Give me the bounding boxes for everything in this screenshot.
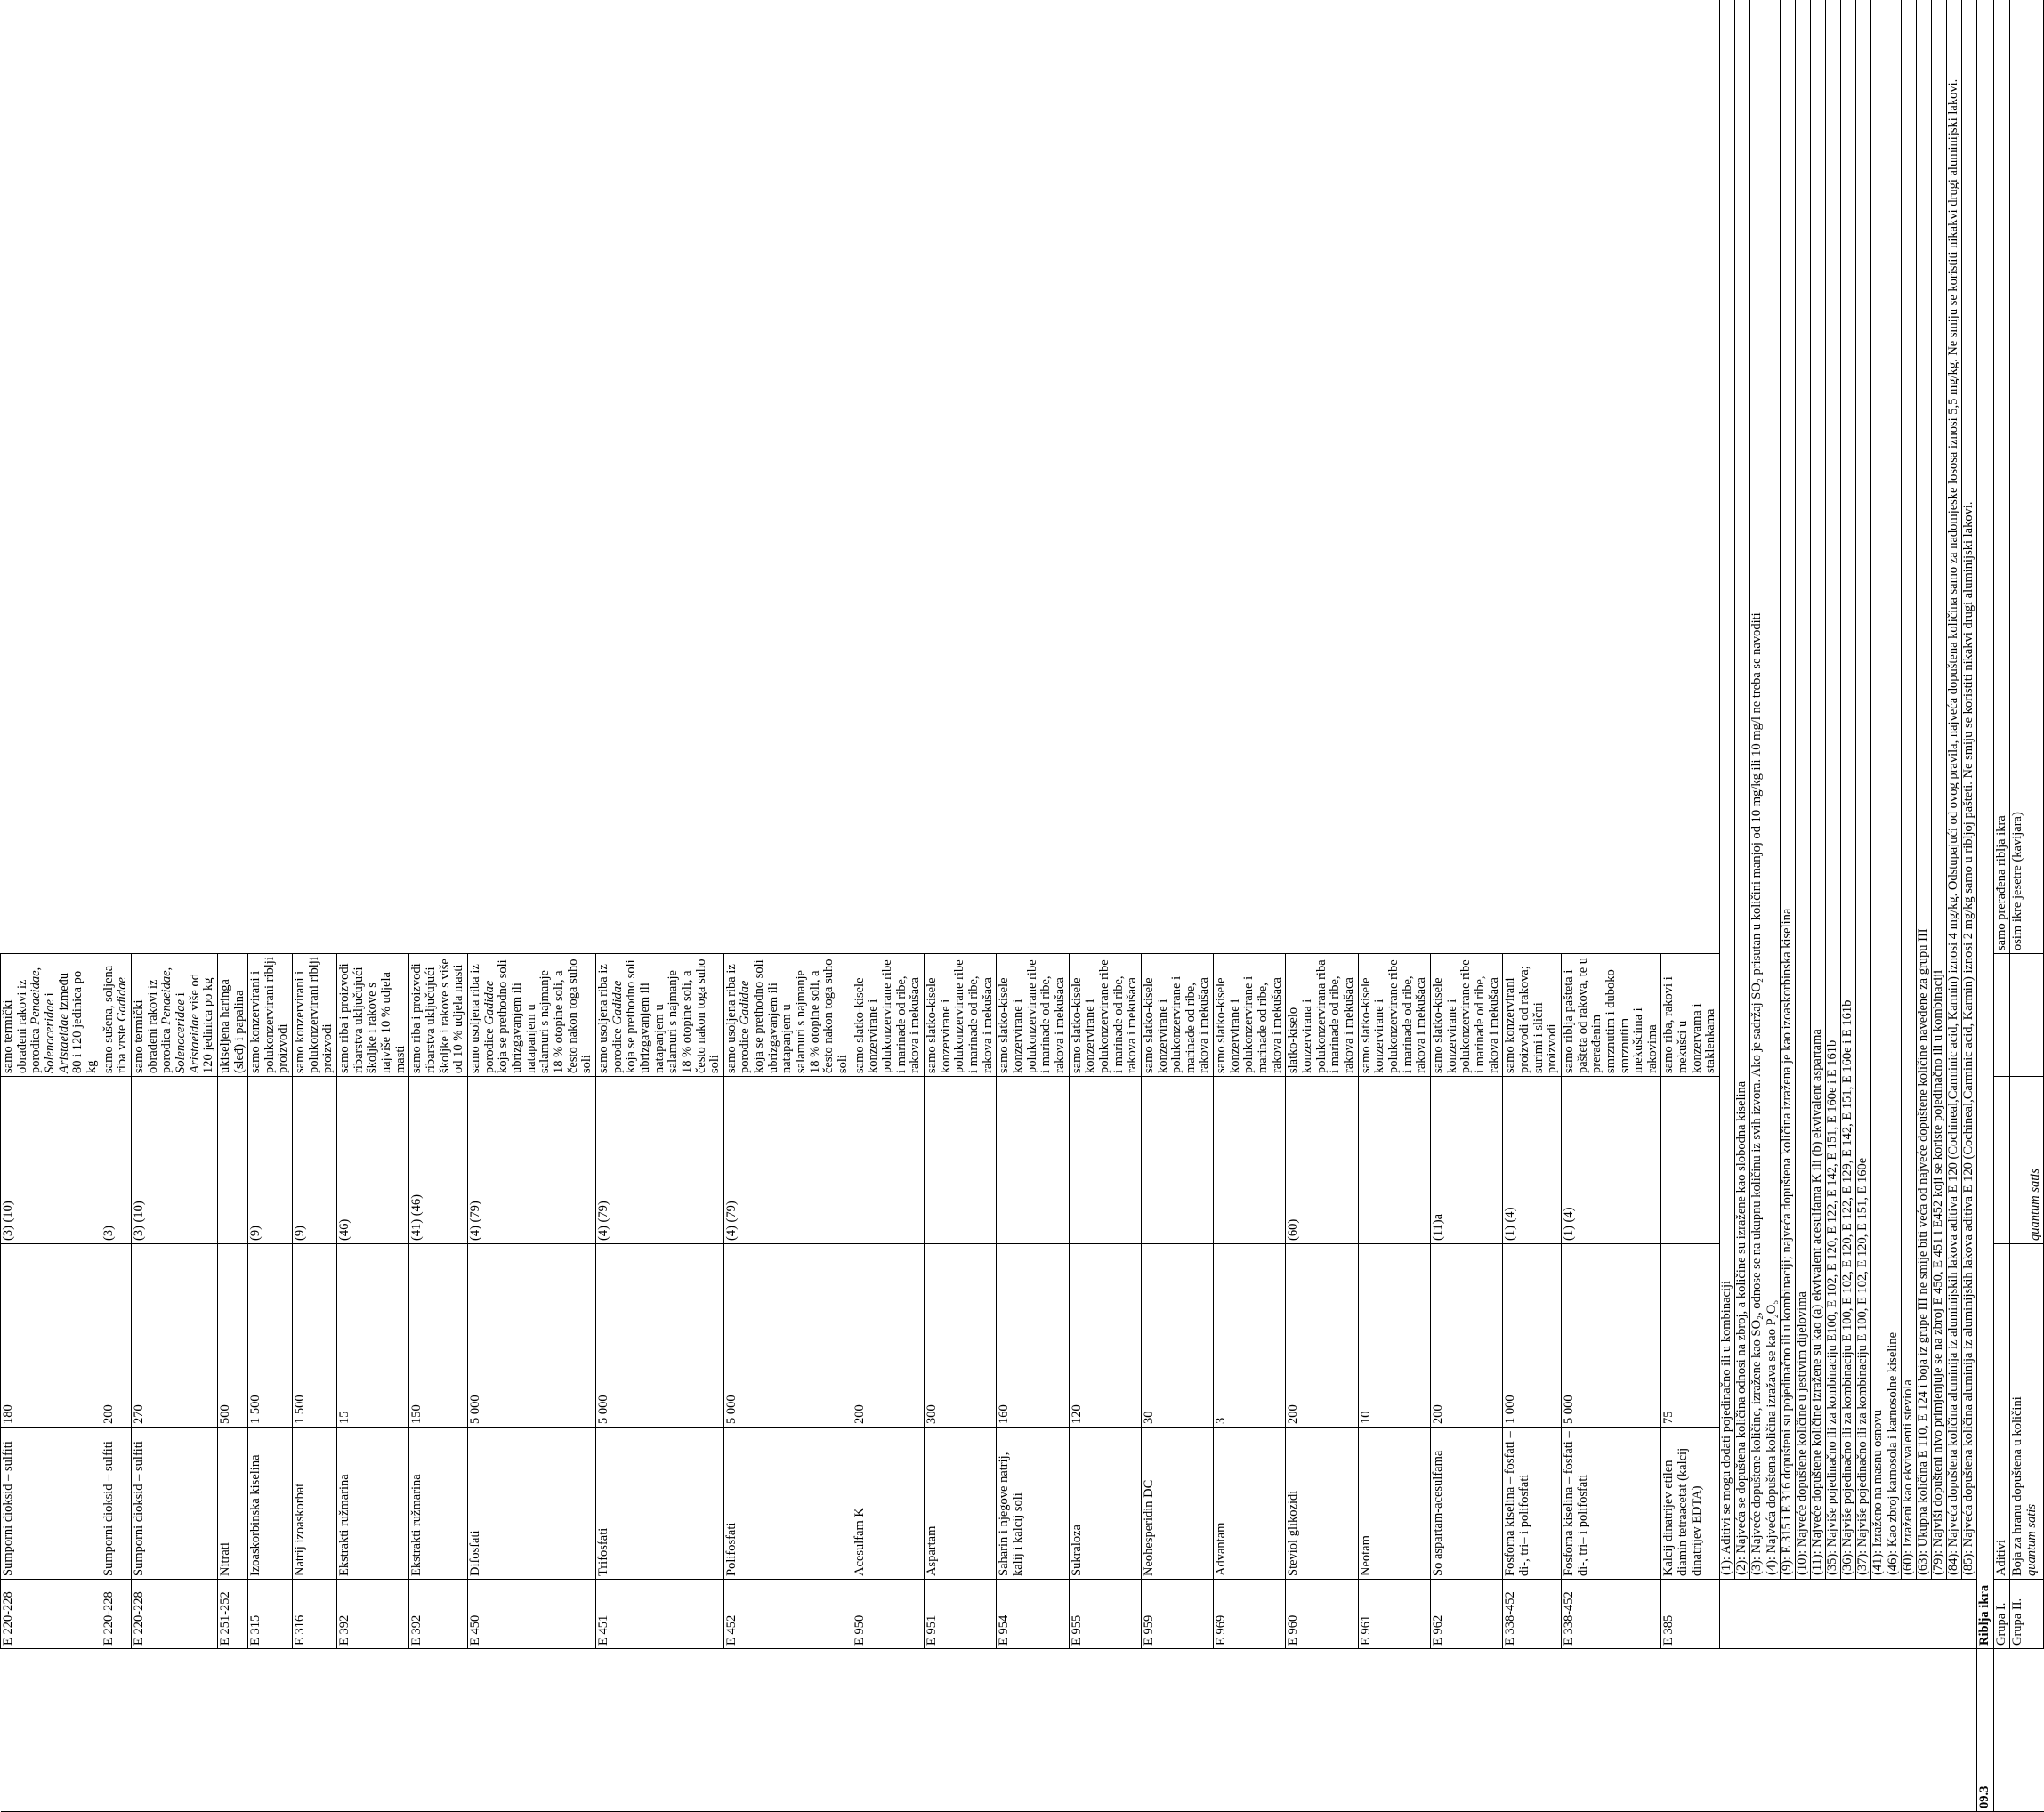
max-amount: 200 bbox=[1286, 1244, 1358, 1428]
section-title: Riblja ikra bbox=[1977, 0, 1994, 1649]
usage-restriction bbox=[217, 954, 247, 1077]
restriction-text: samo konzervirani proizvodi od rakova; surimi i slični proizvodi bbox=[1503, 966, 1560, 1073]
additive-code: E 392 bbox=[409, 1580, 468, 1649]
footnote-row bbox=[1962, 0, 1977, 1812]
footnote-row bbox=[1765, 0, 1781, 1812]
usage-restriction bbox=[1430, 954, 1502, 1077]
section-rows bbox=[1977, 0, 2044, 1812]
additive-row bbox=[1503, 0, 1562, 1812]
usage-restriction bbox=[1661, 954, 1720, 1077]
usage-restriction bbox=[852, 954, 924, 1077]
usage-restriction bbox=[723, 954, 852, 1077]
additive-name: Fosforna kiselina – fosfati – di-, tri– i polifosfati bbox=[1503, 1428, 1562, 1580]
additive-row bbox=[217, 0, 247, 1812]
footnote-row bbox=[1841, 0, 1856, 1812]
footnote-row bbox=[1826, 0, 1841, 1812]
max-amount: 1 500 bbox=[293, 1244, 337, 1428]
additive-name: Aspartam bbox=[925, 1428, 997, 1580]
footnote-refs bbox=[1358, 1077, 1430, 1244]
restriction-text: samo konzervirani i polukonzervirani riblji proizvodi bbox=[248, 957, 291, 1073]
additive-name: Steviol glikozidi bbox=[1286, 1428, 1358, 1580]
footnote: (85): Najveća dopuštena količina aluminija iz aluminijskih lakova aditiva E 120 (Cochineal,Carminic acid, Karmin) iznosi 2 mg/kg samo u ribljoj pašteti. Ne smiju se koristiti nikakvi drugi aluminijski lakovi. bbox=[1962, 0, 1977, 1580]
additive-row bbox=[997, 0, 1069, 1812]
usage-restriction bbox=[1358, 954, 1430, 1077]
usage-restriction bbox=[468, 954, 596, 1077]
additive-code: E 962 bbox=[1430, 1580, 1502, 1649]
restriction-text: samo termički obrađeni rakovi iz porodica bbox=[1, 979, 44, 1073]
footnote-refs: (4) (79) bbox=[595, 1077, 723, 1244]
footnote-row bbox=[1932, 0, 1947, 1812]
footnote-row bbox=[1871, 0, 1886, 1812]
additive-name: Sumporni dioksid – sulfiti bbox=[131, 1428, 217, 1580]
footnote-row bbox=[1917, 0, 1932, 1812]
section-group-row bbox=[1993, 0, 2010, 1812]
footnote: (2): Najveća se dopuštena količina odnosi na zbroj, a količine su izražene kao slobodna kiselina bbox=[1735, 0, 1750, 1580]
max-amount: 300 bbox=[925, 1244, 997, 1428]
footnote: (41): Izraženo na masnu osnovu bbox=[1871, 0, 1886, 1580]
additive-rows bbox=[1, 0, 1720, 1812]
restriction-text: samo slatko-kisele konzervirane i polukonzervirane i marinade od ribe, rakova i mekušaca bbox=[1141, 975, 1212, 1073]
section-group-row bbox=[2010, 0, 2044, 1812]
restriction-text: i bbox=[173, 992, 188, 1000]
footnote: (3): Najveće dopuštene količine, izražene kao SO₂, odnose se na ukupnu količinu iz svih izvora. Ako je sadržaj SO₂ prisutan u količini manjoj od 10 mg/kg ili 10 mg/l ne treba se navoditi bbox=[1750, 0, 1765, 1580]
restriction-italic-text: Gadidae bbox=[738, 980, 753, 1025]
restriction-italic-text: Penaeidae, Solenoceridae bbox=[159, 967, 188, 1073]
additive-name: Ekstrakti ružmarina bbox=[409, 1428, 468, 1580]
restriction-italic-text: Aristaeidae bbox=[56, 1014, 71, 1073]
restriction-text: ukiseljena haringa (sleđ) i papalina bbox=[217, 979, 246, 1073]
usage-restriction bbox=[1214, 954, 1286, 1077]
additive-name: Natrij izoaskorbat bbox=[293, 1428, 337, 1580]
usage-restriction bbox=[248, 954, 293, 1077]
usage-restriction bbox=[409, 954, 468, 1077]
footnote: (79): Najviši dopušteni nivo primjenjuje se na zbroj E 450, E 451 i E452 koji se koriste pojedinačno ili u kombinaciji bbox=[1932, 0, 1947, 1580]
restriction-text: koja se prethodno soli ubrizgavanjem ili natapanjem u salamuri s najmanje 18 % otopine soli, a često nakon toga suho soli bbox=[752, 959, 851, 1073]
restriction-text: samo slatko-kisele konzervirane i polukonzervirane ribe i marinade od ribe, rakova i mekušaca bbox=[852, 959, 923, 1073]
footnote-row bbox=[1720, 0, 1735, 1812]
additive-name: Neotam bbox=[1358, 1428, 1430, 1580]
additive-row bbox=[1430, 0, 1502, 1812]
group-name: Boja za hranu dopuštena u količini bbox=[2010, 1396, 2025, 1576]
restriction-italic-text: Gadidae bbox=[481, 980, 497, 1025]
max-amount: 500 bbox=[217, 1244, 247, 1428]
additive-name: Izoaskorbinska kiselina bbox=[248, 1428, 293, 1580]
additive-code: E 315 bbox=[248, 1580, 293, 1649]
additive-code: E 960 bbox=[1286, 1580, 1358, 1649]
usage-restriction bbox=[1141, 954, 1213, 1077]
footnote-refs: (41) (46) bbox=[409, 1077, 468, 1244]
max-amount: 150 bbox=[409, 1244, 468, 1428]
usage-restriction bbox=[595, 954, 723, 1077]
max-amount: 160 bbox=[997, 1244, 1069, 1428]
max-amount: 30 bbox=[1141, 1244, 1213, 1428]
additive-name: Trifosfati bbox=[595, 1428, 723, 1580]
footnote: (11): Najveće dopuštene količine izražene su kao (a) ekvivalent acesulfama K ili (b) ekvivalent aspartama bbox=[1811, 0, 1826, 1580]
footnote-refs bbox=[925, 1077, 997, 1244]
restriction-text: samo sušena, soljena riba vrste bbox=[101, 965, 130, 1073]
additive-row bbox=[409, 0, 468, 1812]
footnote: (4): Najveća dopuštena količina izražava se kao P₂O₅ bbox=[1765, 0, 1781, 1580]
restriction-italic-text: Gadidae bbox=[115, 977, 130, 1023]
additive-code: E 959 bbox=[1141, 1580, 1213, 1649]
footnote-row bbox=[1886, 0, 1902, 1812]
restriction-text: više od 120 jedinica po kg bbox=[187, 974, 216, 1073]
additive-code: E 385 bbox=[1661, 1580, 1720, 1649]
footnote-row bbox=[1947, 0, 1962, 1812]
additive-row bbox=[248, 0, 293, 1812]
additive-row bbox=[925, 0, 997, 1812]
footnote-refs bbox=[852, 1077, 924, 1244]
additive-row bbox=[131, 0, 217, 1812]
additive-name: Advantam bbox=[1214, 1428, 1286, 1580]
additive-row bbox=[101, 0, 131, 1812]
footnote: (9): E 315 i E 316 dopušteni su pojedinačno ili u kombinaciji; najveća dopuštena količina izražena je kao izoaskorbinska kiselina bbox=[1781, 0, 1796, 1580]
usage-restriction bbox=[1503, 954, 1562, 1077]
footnote-row bbox=[1750, 0, 1765, 1812]
additive-code: E 451 bbox=[595, 1580, 723, 1649]
max-amount: 5 000 bbox=[723, 1244, 852, 1428]
footnote-refs: (3) bbox=[101, 1077, 131, 1244]
usage-restriction bbox=[1, 954, 101, 1077]
additive-row bbox=[723, 0, 852, 1812]
usage-restriction bbox=[337, 954, 409, 1077]
additive-code: E 961 bbox=[1358, 1580, 1430, 1649]
additive-name: Neohesperidin DC bbox=[1141, 1428, 1213, 1580]
footnote: (36): Najviše pojedinačno ili za kombinaciju E 100, E 102, E 120, E 122, E 129, E 142, E 151, E 160e i E 161b bbox=[1841, 0, 1856, 1580]
footnote-row bbox=[1902, 0, 1917, 1812]
additive-code: E 450 bbox=[468, 1580, 596, 1649]
additive-name: Sumporni dioksid – sulfiti bbox=[1, 1428, 101, 1580]
footnote-refs: (9) bbox=[248, 1077, 293, 1244]
usage-restriction bbox=[293, 954, 337, 1077]
footnote: (35): Najviše pojedinačno ili za kombinaciju E100, E 102, E 120, E 122, E 142, E 151, E 160e i E 161b bbox=[1826, 0, 1841, 1580]
footnote: (84): Najveća dopuštena količina aluminija iz aluminijskih lakova aditiva E 120 (Cochineal,Carminic acid, Karmin) iznosi 4 mg/kg. Odstupajući od ovog pravila, najveća dopuštena količina samo za nadomjeske lososa iznosi 5,5 mg/kg. Ne smiju se koristiti nikakvi drugi aluminijski lakovi. bbox=[1947, 0, 1962, 1580]
footnote: (46): Kao zbroj karnosola i karnosolne kiseline bbox=[1886, 0, 1902, 1580]
group-amount bbox=[1993, 1077, 2010, 1244]
usage-restriction bbox=[1561, 954, 1661, 1077]
additive-code: E 951 bbox=[925, 1580, 997, 1649]
restriction-italic-text: Gadidae bbox=[610, 980, 625, 1025]
footnote-refs bbox=[1141, 1077, 1213, 1244]
additive-name: So aspartam-acesulfama bbox=[1430, 1428, 1502, 1580]
max-amount: 75 bbox=[1661, 1244, 1720, 1428]
footnote-refs: (3) (10) bbox=[1, 1077, 101, 1244]
additive-code: E 220-228 bbox=[1, 1580, 101, 1649]
footnote-refs: (1) (4) bbox=[1503, 1077, 1562, 1244]
additive-name: Acesulfam K bbox=[852, 1428, 924, 1580]
additive-code: E 955 bbox=[1069, 1580, 1141, 1649]
additive-row bbox=[1661, 0, 1720, 1812]
footnote-refs: (4) (79) bbox=[723, 1077, 852, 1244]
group-name-italic: quantum satis bbox=[2024, 1504, 2040, 1576]
restriction-text: samo slatko-kisele konzervirane i polukonzervirane ribe i marinade od ribe, rakova i mekušaca bbox=[1430, 959, 1501, 1073]
restriction-text: samo termički obrađeni rakovi iz porodica bbox=[131, 979, 174, 1073]
additive-row bbox=[1286, 0, 1358, 1812]
additive-code: E 338-452 bbox=[1561, 1580, 1661, 1649]
footnote-refs: (1) (4) bbox=[1561, 1077, 1661, 1244]
additive-code: E 954 bbox=[997, 1580, 1069, 1649]
restriction-text: samo slatko-kisele konzervirane i polukonzervirane ribe i marinade od ribe, rakova i mekušaca bbox=[925, 959, 995, 1073]
footnote-row bbox=[1781, 0, 1796, 1812]
restriction-text: slatko-kiselo konzervirana i polukonzervirana riba i marinade od ribe, rakova i mekušaca bbox=[1286, 959, 1357, 1073]
footnote-row bbox=[1735, 0, 1750, 1812]
restriction-text: i bbox=[42, 992, 57, 1000]
footnote-row bbox=[1856, 0, 1871, 1812]
additive-row bbox=[595, 0, 723, 1812]
footnote: (60): Izraženi kao ekvivalenti steviola bbox=[1902, 0, 1917, 1580]
additive-name: Difosfati bbox=[468, 1428, 596, 1580]
restriction-text: samo usoljena riba iz porodice bbox=[595, 964, 625, 1073]
footnote-rows bbox=[1720, 0, 1977, 1812]
additive-name: Saharin i njegove natrij, kalij i kalcij soli bbox=[997, 1428, 1069, 1580]
restriction-text: samo slatko-kisele konzervirane i polukonzervirane ribe i marinade od ribe, rakova i mekušaca bbox=[1358, 959, 1429, 1073]
additive-row bbox=[337, 0, 409, 1812]
group-label: Grupa II. bbox=[2010, 1580, 2044, 1649]
additive-row bbox=[1561, 0, 1661, 1812]
max-amount: 5 000 bbox=[595, 1244, 723, 1428]
footnote: (1): Aditivi se mogu dodati pojedinačno ili u kombinaciji bbox=[1720, 0, 1735, 1580]
restriction-text: samo riblja pašteta i pašteta od rakova, te u prerađenim smrznutim i duboko smrznutim mekušcima i rakovima bbox=[1561, 957, 1660, 1073]
restriction-text: samo slatko-kisele konzervirane i polukonzervirane ribe i marinade od ribe, rakova i mekušaca bbox=[1069, 959, 1140, 1073]
additive-row bbox=[1069, 0, 1141, 1812]
footnote-refs: (9) bbox=[293, 1077, 337, 1244]
max-amount: 270 bbox=[131, 1244, 217, 1428]
footnote-refs bbox=[217, 1077, 247, 1244]
footnote-row bbox=[1811, 0, 1826, 1812]
usage-restriction bbox=[101, 954, 131, 1077]
max-amount: 200 bbox=[101, 1244, 131, 1428]
group-amount: quantum satis bbox=[2010, 1077, 2044, 1244]
max-amount: 1 000 bbox=[1503, 1244, 1562, 1428]
usage-restriction bbox=[925, 954, 997, 1077]
additive-code: E 220-228 bbox=[101, 1580, 131, 1649]
restriction-text: samo riba i proizvodi ribarstva uključujući školjke i rakove s najviše 10 % udjela masti bbox=[337, 963, 408, 1073]
additive-code: E 251-252 bbox=[217, 1580, 247, 1649]
restriction-text: samo usoljena riba iz porodice bbox=[468, 964, 497, 1073]
max-amount: 15 bbox=[337, 1244, 409, 1428]
max-amount: 200 bbox=[1430, 1244, 1502, 1428]
group-desc: osim ikre jesetre (kavijara) bbox=[2010, 0, 2044, 954]
group-desc: samo prerađena riblja ikra bbox=[1993, 0, 2010, 954]
additive-code: E 392 bbox=[337, 1580, 409, 1649]
additive-code: E 220-228 bbox=[131, 1580, 217, 1649]
footnote: (10): Najveće dopuštene količine u jestivim dijelovima bbox=[1796, 0, 1811, 1580]
restriction-text: samo slatko-kisele konzervirane i polukonzervirane ribe i marinade od ribe, rakova i mekušaca bbox=[997, 959, 1067, 1073]
additive-code: E 338-452 bbox=[1503, 1580, 1562, 1649]
additive-row bbox=[468, 0, 596, 1812]
footnote-refs bbox=[1661, 1077, 1720, 1244]
additive-row bbox=[1, 0, 101, 1812]
usage-restriction bbox=[997, 954, 1069, 1077]
restriction-text: samo slatko-kisele konzervirane i polukonzervirane i marinade od ribe, rakova i mekušaca bbox=[1214, 975, 1284, 1073]
restriction-text: samo riba, rakovi i mekušci u konzervama i staklenkama bbox=[1661, 976, 1718, 1073]
restriction-text: koja se prethodno soli ubrizgavanjem ili natapanjem u salamuri s najmanje 18 % otopine soli, a često nakon toga suho soli bbox=[496, 959, 594, 1073]
max-amount: 180 bbox=[1, 1244, 101, 1428]
group-name: Aditivi bbox=[1993, 1244, 2010, 1580]
footnote-refs: (60) bbox=[1286, 1077, 1358, 1244]
footnote-refs: (11)a bbox=[1430, 1077, 1502, 1244]
max-amount: 5 000 bbox=[468, 1244, 596, 1428]
footnote-refs: (4) (79) bbox=[468, 1077, 596, 1244]
footnote-refs: (3) (10) bbox=[131, 1077, 217, 1244]
additive-row bbox=[852, 0, 924, 1812]
additive-code: E 452 bbox=[723, 1580, 852, 1649]
restriction-text: samo usoljena riba iz porodice bbox=[723, 964, 753, 1073]
restriction-text: samo riba i proizvodi ribarstva uključujući školjke i rakove s više od 10 % udjela masti bbox=[409, 959, 466, 1073]
footnote: (37): Najviše pojedinačno ili za kombinaciju E 100, E 102, E 120, E 151, E 160e bbox=[1856, 0, 1871, 1580]
additive-name: Sumporni dioksid – sulfiti bbox=[101, 1428, 131, 1580]
footnote-row bbox=[1796, 0, 1811, 1812]
additive-code: E 950 bbox=[852, 1580, 924, 1649]
group-label: Grupa I. bbox=[1993, 1580, 2010, 1649]
max-amount: 3 bbox=[1214, 1244, 1286, 1428]
usage-restriction bbox=[1069, 954, 1141, 1077]
footnote-refs bbox=[997, 1077, 1069, 1244]
restriction-text: koja se prethodno soli ubrizgavanjem ili natapanjem u salamuri s najmanje 18 % otopine soli, a često nakon toga suho soli bbox=[624, 959, 723, 1073]
additive-name: Sukraloza bbox=[1069, 1428, 1141, 1580]
footnote-refs bbox=[1069, 1077, 1141, 1244]
additive-code: E 969 bbox=[1214, 1580, 1286, 1649]
restriction-italic-text: Aristaeidae bbox=[187, 1014, 202, 1073]
additive-name: Kalcij dinatrijev etilen diamin tetraacetat (kalcij dinatrijev EDTA) bbox=[1661, 1428, 1720, 1580]
additive-name: Nitrati bbox=[217, 1428, 247, 1580]
restriction-text: samo konzervirani i polukonzervirani riblji proizvodi bbox=[293, 957, 335, 1073]
footnote-refs: (46) bbox=[337, 1077, 409, 1244]
max-amount: 200 bbox=[852, 1244, 924, 1428]
footnote-refs bbox=[1214, 1077, 1286, 1244]
additive-name: Polifosfati bbox=[723, 1428, 852, 1580]
max-amount: 10 bbox=[1358, 1244, 1430, 1428]
section-number: 09.3 bbox=[1977, 1649, 1994, 1812]
section-header-row bbox=[1977, 0, 1994, 1812]
additive-code: E 316 bbox=[293, 1580, 337, 1649]
max-amount: 120 bbox=[1069, 1244, 1141, 1428]
max-amount: 5 000 bbox=[1561, 1244, 1661, 1428]
additive-name: Fosforna kiselina – fosfati – di-, tri– i polifosfati bbox=[1561, 1428, 1661, 1580]
restriction-text: između 80 i 120 jedinica po kg bbox=[56, 970, 99, 1073]
additive-row bbox=[1214, 0, 1286, 1812]
restriction-italic-text: Penaeidae, Solenoceridae bbox=[28, 967, 57, 1073]
max-amount: 1 500 bbox=[248, 1244, 293, 1428]
additive-row bbox=[1141, 0, 1213, 1812]
footnote: (63): Ukupna količina E 110, E 124 i boja iz grupe III ne smije biti veća od najveće dopuštene količine navedene za grupu III bbox=[1917, 0, 1932, 1580]
additive-row bbox=[1358, 0, 1430, 1812]
additive-row bbox=[293, 0, 337, 1812]
usage-restriction bbox=[131, 954, 217, 1077]
additive-name: Ekstrakti ružmarina bbox=[337, 1428, 409, 1580]
usage-restriction bbox=[1286, 954, 1358, 1077]
